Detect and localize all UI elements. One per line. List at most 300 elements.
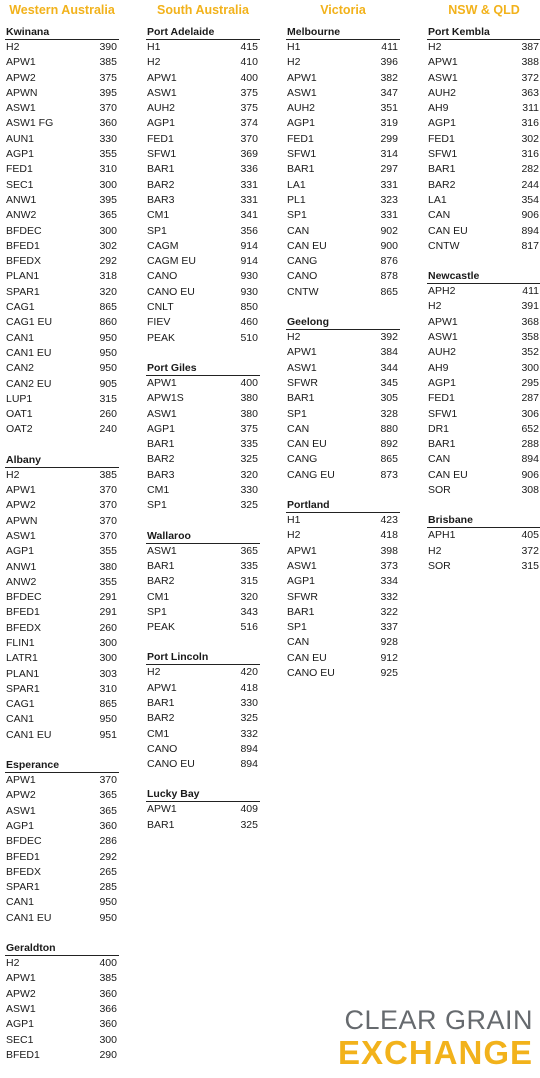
price-value: 375: [240, 422, 258, 435]
grade-code: CAN1 EU: [6, 346, 52, 359]
price-value: 418: [380, 529, 398, 542]
price-value: 391: [521, 300, 539, 313]
table-row: [5, 987, 119, 1002]
state-column-nsw-qld: [427, 0, 540, 589]
grade-code: BAR1: [428, 163, 456, 176]
grade-code: CNLT: [147, 301, 174, 314]
table-row: [146, 590, 260, 605]
table-row: [146, 269, 260, 284]
price-value: 334: [380, 575, 398, 588]
price-value: 365: [99, 804, 117, 817]
price-value: 360: [99, 1018, 117, 1031]
price-value: 356: [240, 224, 258, 237]
table-row: [5, 468, 119, 483]
table-row: [5, 575, 119, 590]
grade-code: APW2: [6, 987, 36, 1000]
price-value: 343: [240, 605, 258, 618]
price-value: 306: [521, 407, 539, 420]
price-value: 265: [99, 865, 117, 878]
grade-code: APH1: [428, 529, 456, 542]
grade-code: CNTW: [428, 239, 460, 252]
price-value: 912: [380, 651, 398, 664]
price-value: 817: [521, 239, 539, 252]
grade-code: SP1: [287, 621, 307, 634]
grade-code: CAN1 EU: [6, 911, 52, 924]
price-value: 365: [99, 209, 117, 222]
price-value: 341: [240, 209, 258, 222]
price-value: 335: [240, 438, 258, 451]
price-value: 873: [380, 468, 398, 481]
grade-code: SFW1: [428, 148, 458, 161]
table-row: [5, 331, 119, 346]
table-row: [5, 529, 119, 544]
grade-code: SPAR1: [6, 285, 40, 298]
table-row: [286, 666, 400, 681]
grade-code: AGP1: [287, 117, 316, 130]
table-row: [146, 224, 260, 239]
price-value: 865: [99, 698, 117, 711]
grade-code: H2: [428, 41, 442, 53]
price-value: 260: [99, 408, 117, 421]
table-row: [286, 86, 400, 101]
grade-code: ANW1: [6, 560, 37, 573]
price-value: 315: [99, 392, 117, 405]
price-value: 331: [380, 209, 398, 222]
table-row: [286, 254, 400, 269]
price-value: 902: [380, 224, 398, 237]
price-value: 331: [240, 178, 258, 191]
state-title: Victoria: [320, 3, 366, 17]
price-value: 385: [99, 972, 117, 985]
grade-code: H2: [6, 41, 20, 53]
grade-code: H2: [428, 300, 442, 313]
table-row: [286, 40, 400, 55]
table-row: [5, 590, 119, 605]
price-value: 365: [99, 789, 117, 802]
price-value: 876: [380, 255, 398, 268]
table-row: [146, 391, 260, 406]
table-row: [5, 193, 119, 208]
grade-code: BAR1: [287, 392, 315, 405]
price-value: 510: [240, 331, 258, 344]
price-value: 905: [99, 377, 117, 390]
clear-grain-exchange-logo: [325, 1004, 533, 1070]
price-value: 325: [240, 499, 258, 512]
price-value: 292: [99, 850, 117, 863]
table-row: [5, 514, 119, 529]
table-row: [146, 208, 260, 223]
table-row: [5, 667, 119, 682]
grade-code: SOR: [428, 484, 451, 497]
table-row: [146, 193, 260, 208]
table-row: [427, 376, 540, 391]
price-value: 320: [240, 468, 258, 481]
table-row: [427, 345, 540, 360]
price-value: 865: [99, 301, 117, 314]
table-row: [146, 681, 260, 696]
price-value: 894: [240, 758, 258, 771]
price-value: 372: [521, 71, 539, 84]
table-row: [427, 544, 540, 559]
grade-code: CANO: [287, 270, 318, 283]
grade-code: APW1: [147, 681, 177, 694]
table-row: [146, 55, 260, 70]
grade-code: CAN1 EU: [6, 728, 52, 741]
price-value: 360: [99, 819, 117, 832]
table-row: [427, 132, 540, 147]
price-value: 400: [240, 71, 258, 84]
grade-code: AUH2: [147, 102, 176, 115]
price-value: 368: [521, 315, 539, 328]
port-table: [146, 529, 260, 636]
grade-code: CANO EU: [287, 666, 335, 679]
table-row: [5, 712, 119, 727]
table-row: [427, 315, 540, 330]
table-row: [146, 605, 260, 620]
grade-code: BFED1: [6, 850, 40, 863]
table-row: [146, 468, 260, 483]
price-value: 314: [380, 148, 398, 161]
port-table: [427, 269, 540, 498]
price-value: 285: [99, 881, 117, 894]
price-value: 950: [99, 331, 117, 344]
table-row: [5, 315, 119, 330]
table-row: [5, 71, 119, 86]
price-value: 260: [99, 621, 117, 634]
table-row: [286, 468, 400, 483]
grade-code: CAG1 EU: [6, 316, 53, 329]
logo-line-2: EXCHANGE: [337, 1034, 533, 1071]
price-value: 360: [99, 987, 117, 1000]
grade-code: BAR2: [428, 178, 456, 191]
grade-code: ASW1: [147, 544, 177, 557]
table-row: [146, 452, 260, 467]
grade-code: APW2: [6, 71, 36, 84]
table-row: [286, 132, 400, 147]
grade-code: AUH2: [287, 102, 316, 115]
price-value: 323: [380, 193, 398, 206]
port-name: Port Lincoln: [146, 650, 260, 665]
grade-code: AGP1: [6, 1018, 35, 1031]
price-value: 951: [99, 728, 117, 741]
grade-code: CAN EU: [428, 468, 468, 481]
grade-code: BAR1: [147, 163, 175, 176]
price-value: 299: [380, 132, 398, 145]
price-value: 300: [99, 1033, 117, 1046]
price-value: 930: [240, 285, 258, 298]
price-value: 345: [380, 376, 398, 389]
price-value: 354: [521, 193, 539, 206]
grade-code: BFDEC: [6, 835, 42, 848]
price-value: 914: [240, 239, 258, 252]
grade-code: CANO: [147, 742, 178, 755]
grade-code: DR1: [428, 422, 450, 435]
table-row: [427, 239, 540, 254]
grade-code: BFEDX: [6, 621, 42, 634]
table-row: [146, 116, 260, 131]
price-value: 330: [99, 132, 117, 145]
table-row: [146, 544, 260, 559]
grade-code: H1: [287, 41, 301, 53]
price-value: 420: [240, 666, 258, 679]
grade-code: SEC1: [6, 178, 34, 191]
table-row: [5, 162, 119, 177]
table-row: [5, 407, 119, 422]
grade-code: PLAN1: [6, 270, 40, 283]
price-value: 400: [240, 376, 258, 389]
port-table: [146, 361, 260, 514]
port-table: [5, 25, 119, 438]
table-row: [286, 285, 400, 300]
table-row: [5, 116, 119, 131]
table-row: [286, 590, 400, 605]
table-row: [146, 802, 260, 817]
table-row: [427, 483, 540, 498]
table-row: [427, 361, 540, 376]
grade-code: ASW1: [6, 804, 36, 817]
price-value: 411: [522, 285, 539, 298]
table-row: [5, 269, 119, 284]
grade-code: CAN: [287, 224, 310, 237]
table-row: [286, 269, 400, 284]
table-row: [286, 208, 400, 223]
table-row: [427, 86, 540, 101]
state-title: Western Australia: [9, 3, 115, 17]
table-row: [427, 391, 540, 406]
port-table: [146, 650, 260, 772]
table-row: [5, 300, 119, 315]
grade-code: PLAN1: [6, 667, 40, 680]
table-row: [5, 101, 119, 116]
grade-code: CAG1: [6, 698, 35, 711]
price-value: 395: [99, 86, 117, 99]
price-value: 310: [99, 682, 117, 695]
grade-code: APW1: [147, 376, 177, 389]
port-name: Melbourne: [286, 25, 400, 40]
price-value: 374: [240, 117, 258, 130]
price-value: 344: [380, 361, 398, 374]
port-table: [5, 941, 119, 1063]
grade-code: APH2: [428, 285, 456, 298]
table-row: [5, 834, 119, 849]
grade-code: BFED1: [6, 1048, 40, 1061]
grade-code: BAR2: [147, 575, 175, 588]
grade-code: SFW1: [428, 407, 458, 420]
price-value: 286: [99, 835, 117, 848]
grade-code: CAN1: [6, 331, 35, 344]
grade-code: APW1: [287, 346, 317, 359]
table-row: [5, 346, 119, 361]
table-row: [286, 391, 400, 406]
price-value: 385: [99, 468, 117, 481]
price-value: 355: [99, 148, 117, 161]
table-row: [5, 422, 119, 437]
price-value: 423: [380, 514, 398, 527]
price-value: 370: [99, 774, 117, 787]
grade-code: BAR3: [147, 193, 175, 206]
price-value: 387: [521, 41, 539, 53]
grade-code: FED1: [287, 132, 314, 145]
price-value: 370: [99, 529, 117, 542]
price-value: 914: [240, 255, 258, 268]
grade-code: ASW1: [147, 407, 177, 420]
grade-code: BAR3: [147, 468, 175, 481]
price-value: 928: [380, 636, 398, 649]
grade-code: AH9: [428, 361, 449, 374]
price-value: 652: [521, 422, 539, 435]
grade-code: BAR1: [147, 438, 175, 451]
price-value: 380: [99, 560, 117, 573]
table-row: [146, 727, 260, 742]
table-row: [427, 55, 540, 70]
port-table: [5, 758, 119, 926]
price-value: 360: [99, 117, 117, 130]
grade-code: BAR2: [147, 178, 175, 191]
grade-code: APW1: [6, 774, 36, 787]
grade-code: SP1: [147, 605, 167, 618]
grade-code: ANW2: [6, 209, 37, 222]
port-table: [427, 513, 540, 574]
grade-code: BFEDX: [6, 255, 42, 268]
state-column-sa: [146, 0, 260, 848]
table-row: [427, 40, 540, 55]
price-value: 311: [522, 102, 539, 115]
grade-code: OAT2: [6, 423, 33, 436]
price-value: 411: [381, 41, 398, 53]
price-value: 892: [380, 438, 398, 451]
grade-code: SP1: [287, 209, 307, 222]
price-value: 373: [380, 559, 398, 572]
table-row: [427, 330, 540, 345]
price-value: 388: [521, 56, 539, 69]
table-row: [5, 86, 119, 101]
grade-code: CAN EU: [287, 651, 327, 664]
price-value: 295: [521, 376, 539, 389]
table-row: [5, 804, 119, 819]
grade-code: APW1: [6, 972, 36, 985]
grade-code: APW1: [428, 315, 458, 328]
grade-code: CAG1: [6, 301, 35, 314]
grade-code: AH9: [428, 102, 449, 115]
price-value: 330: [240, 696, 258, 709]
grade-code: CAGM EU: [147, 255, 197, 268]
price-value: 355: [99, 575, 117, 588]
port-name: Albany: [5, 453, 119, 468]
price-value: 292: [99, 255, 117, 268]
grade-code: CANO: [147, 270, 178, 283]
grade-code: PEAK: [147, 621, 176, 634]
port-table: [146, 787, 260, 833]
price-value: 382: [380, 71, 398, 84]
price-value: 930: [240, 270, 258, 283]
port-name: Brisbane: [427, 513, 540, 528]
port-list: [146, 25, 260, 833]
grade-code: CAN: [287, 636, 310, 649]
port-name: Port Adelaide: [146, 25, 260, 40]
port-table: [5, 453, 119, 743]
grade-code: APW1: [147, 803, 177, 816]
price-value: 925: [380, 666, 398, 679]
table-row: [286, 528, 400, 543]
table-row: [5, 254, 119, 269]
grade-code: LA1: [428, 193, 447, 206]
table-row: [5, 880, 119, 895]
table-row: [5, 1033, 119, 1048]
price-value: 516: [240, 621, 258, 634]
price-value: 865: [380, 453, 398, 466]
grade-code: SFW1: [147, 148, 177, 161]
table-row: [286, 193, 400, 208]
grade-code: AUH2: [428, 346, 457, 359]
grade-code: SFWR: [287, 376, 318, 389]
grade-code: AGP1: [287, 575, 316, 588]
table-row: [5, 132, 119, 147]
grade-code: SFWR: [287, 590, 318, 603]
price-value: 351: [380, 102, 398, 115]
grade-code: FED1: [428, 392, 455, 405]
grade-code: BAR1: [147, 696, 175, 709]
price-value: 328: [380, 407, 398, 420]
grade-code: H2: [6, 957, 20, 970]
price-value: 385: [99, 56, 117, 69]
table-row: [427, 208, 540, 223]
port-table: [146, 25, 260, 346]
table-row: [427, 116, 540, 131]
grade-code: CAN: [287, 422, 310, 435]
table-row: [427, 422, 540, 437]
price-value: 300: [99, 652, 117, 665]
grade-code: BFDEC: [6, 224, 42, 237]
table-row: [146, 757, 260, 772]
price-value: 370: [99, 499, 117, 512]
table-row: [146, 178, 260, 193]
grade-code: SFW1: [287, 148, 317, 161]
grade-code: CM1: [147, 727, 170, 740]
grade-code: BAR1: [428, 438, 456, 451]
table-row: [146, 101, 260, 116]
grade-code: CM1: [147, 484, 170, 497]
grade-code: BFDEC: [6, 591, 42, 604]
grade-code: BFED1: [6, 239, 40, 252]
price-value: 950: [99, 896, 117, 909]
grade-code: APW1: [428, 56, 458, 69]
grade-code: SP1: [287, 407, 307, 420]
price-value: 300: [99, 636, 117, 649]
price-value: 370: [99, 102, 117, 115]
table-row: [5, 1048, 119, 1063]
price-value: 316: [521, 117, 539, 130]
table-row: [146, 239, 260, 254]
price-value: 398: [380, 544, 398, 557]
port-list: [286, 25, 400, 681]
grade-code: CAN1: [6, 713, 35, 726]
grade-code: PEAK: [147, 331, 176, 344]
table-row: [146, 620, 260, 635]
price-value: 906: [521, 468, 539, 481]
table-row: [286, 239, 400, 254]
state-title: NSW & QLD: [448, 3, 520, 17]
grade-code: CANG: [287, 453, 318, 466]
price-value: 878: [380, 270, 398, 283]
table-row: [286, 330, 400, 345]
price-value: 302: [99, 239, 117, 252]
table-row: [5, 361, 119, 376]
table-row: [5, 544, 119, 559]
grade-code: CAN2 EU: [6, 377, 52, 390]
table-row: [427, 452, 540, 467]
table-row: [5, 850, 119, 865]
table-row: [427, 437, 540, 452]
